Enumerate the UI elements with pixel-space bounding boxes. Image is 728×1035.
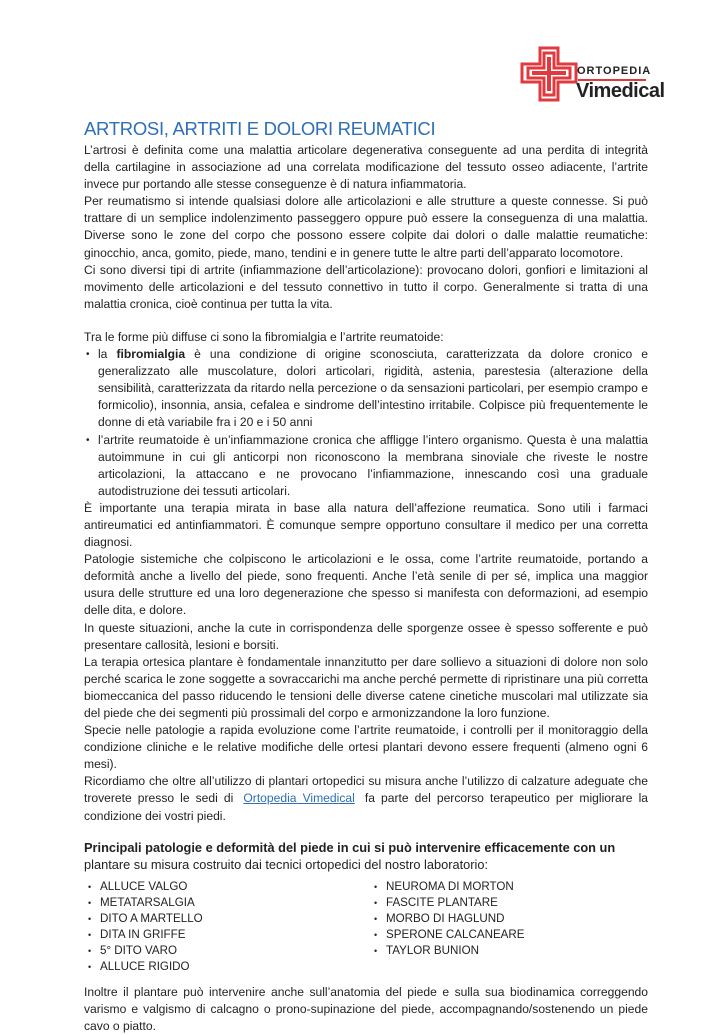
section-subheading: plantare su misura costruito dai tecnici ortopedici del nostro laboratorio: — [84, 856, 489, 872]
logo-top-text: ORTOPEDIA — [577, 65, 652, 77]
list-item: • FASCITE PLANTARE — [386, 895, 525, 911]
forms-intro: Tra le forme più diffuse ci sono la fibromialgia e l’artrite reumatoide: — [84, 329, 444, 344]
list-item: • MORBO DI HAGLUND — [386, 911, 525, 927]
list-item: • SPERONE CALCANEARE — [386, 927, 525, 943]
pathology-list-left — [84, 879, 370, 975]
body-paragraph: In queste situazioni, anche la cute in corrispondenza delle sporgenze ossee è spesso sofferente e può presentare callosità, lesioni e borsiti. — [84, 620, 648, 652]
list-item: • DITA IN GRIFFE — [100, 927, 370, 943]
list-item: • DITO A MARTELLO — [100, 911, 370, 927]
intro-paragraph: Per reumatismo si intende qualsiasi dolore alle articolazioni e alle strutture a queste connesse. Si può trattare di un semplice indolenzimento passeggero oppure può essere la conseguenza di una malattia. Diverse sono le zone del corpo che possono essere colpite dai dolori o dalle malattie reumatiche: ginocchio, anca, gomito, piede, mano, tendini e in genere tutte le altre parti dell’apparato locomotore. — [84, 194, 648, 260]
forms-list — [84, 346, 648, 500]
pathology-columns — [84, 879, 648, 975]
body-paragraph: La terapia ortesica plantare è fondamentale innanzitutto per dare sollievo a situazioni di dolore non solo perché scarica le zone soggette a sovraccarichi ma anche perché permette di ripristinare una più corretta biomeccanica del passo riducendo le tensioni delle diverse catene cinetiche muscolari mal utilizzate sia del piede che dei segmenti più prossimali del corpo e armonizzandone la loro funzione. — [84, 654, 648, 720]
logo-brand: Vimedical — [576, 80, 665, 102]
final-paragraph: Inoltre il plantare può intervenire anche sull’anatomia del piede e sulla sua biodinamica correggendo varismo e valgismo di calcagno o prono-supinazione del piede, accompagnando/sostenendo un piede cavo o piatto. — [84, 984, 648, 1033]
section-heading: Principali patologie e deformità del piede in cui si può intervenire efficacemente con un — [84, 839, 616, 855]
list-item: • ALLUCE RIGIDO — [100, 959, 370, 975]
list-item: • la fibromialgia è una condizione di origine sconosciuta, caratterizzata da dolore cronico e generalizzato alle muscolature, dolori articolari, rigidità, astenia, parestesia (alterazione della sensibilità, caratterizzata da ritardo nella percezione o da sensazioni particolari, per esempio crampo e formicolio), insonnia, ansia, cefalea e sindrome dell’intestino irritabile. Colpisce più frequentemente le donne di età variabile fra i 20 e i 50 anni — [98, 346, 648, 431]
closing-paragraph: Ricordiamo che oltre all’utilizzo di plantari ortopedici su misura anche l’utilizzo di calzature adeguate che troverete presso le sedi di Ortopedia Vimedical fa parte del percorso terapeutico per migliorare la condizione dei vostri piedi. — [84, 774, 648, 823]
intro-paragraph: L’artrosi è definita come una malattia articolare degenerativa conseguente ad una perdita di integrità della cartilagine in associazione ad una correlata modificazione del tessuto osseo adiacente, l’artrite invece pur portando alle stesse conseguenze è di natura infiammatoria. — [84, 143, 648, 192]
list-item: • NEUROMA DI MORTON — [386, 879, 525, 895]
spacer — [84, 313, 648, 329]
list-item: • 5° DITO VARO — [100, 943, 370, 959]
list-item: • METATARSALGIA — [100, 895, 370, 911]
term-artrite-reumatoide: l’artrite reumatoide — [98, 432, 200, 447]
intro-paragraph: Ci sono diversi tipi di artrite (infiammazione dell’articolazione): provocano dolori, gonfiori e limitazioni al movimento delle articolazioni e del tessuto connettivo in tutto il corpo. Generalmente si tratta di una malattia cronica, cioè continua per tutta la vita. — [84, 262, 648, 311]
medical-cross-icon — [520, 46, 578, 102]
body-paragraph: Patologie sistemiche che colpiscono le articolazioni e le ossa, come l’artrite reumatoide, portando a deformità anche a livello del piede, sono frequenti. Anche l’età senile di per sé, implica una maggior usura delle strutture ed una loro degenerazione che spesso si manifesta con deformazioni, ad esempio delle dita, e dolore. — [84, 552, 648, 618]
pathology-list-right — [370, 879, 525, 975]
body-paragraph: Specie nelle patologie a rapida evoluzione come l’artrite reumatoide, i controlli per il monitoraggio della condizione cliniche e le relative modifiche delle ortesi plantari devono essere frequenti (almeno ogni 6 mesi). — [84, 723, 648, 772]
list-item: • TAYLOR BUNION — [386, 943, 525, 959]
ortopedia-vimedical-link[interactable]: Ortopedia Vimedical — [243, 791, 355, 806]
logo — [520, 46, 665, 102]
term-fibromialgia: fibromialgia — [116, 347, 186, 362]
list-item: • ALLUCE VALGO — [100, 879, 370, 895]
page-title: ARTROSI, ARTRITI E DOLORI REUMATICI — [84, 118, 436, 139]
list-item: • l’artrite reumatoide è un’infiammazione cronica che affligge l’intero organismo. Questa è una malattia autoimmune in cui gli anticorpi non riconoscono la membrana sinoviale che riveste le nostre articolazioni, la attaccano e ne provocano l’infiammazione, innescando così una graduale autodistruzione dei tessuti articolari. — [98, 432, 648, 500]
body-paragraph: È importante una terapia mirata in base alla natura dell’affezione reumatica. Sono utili i farmaci antireumatici ed antinfiammatori. È comunque sempre opportuno consultare il medico per una corretta diagnosi. — [84, 500, 648, 550]
document-body — [84, 118, 648, 1035]
